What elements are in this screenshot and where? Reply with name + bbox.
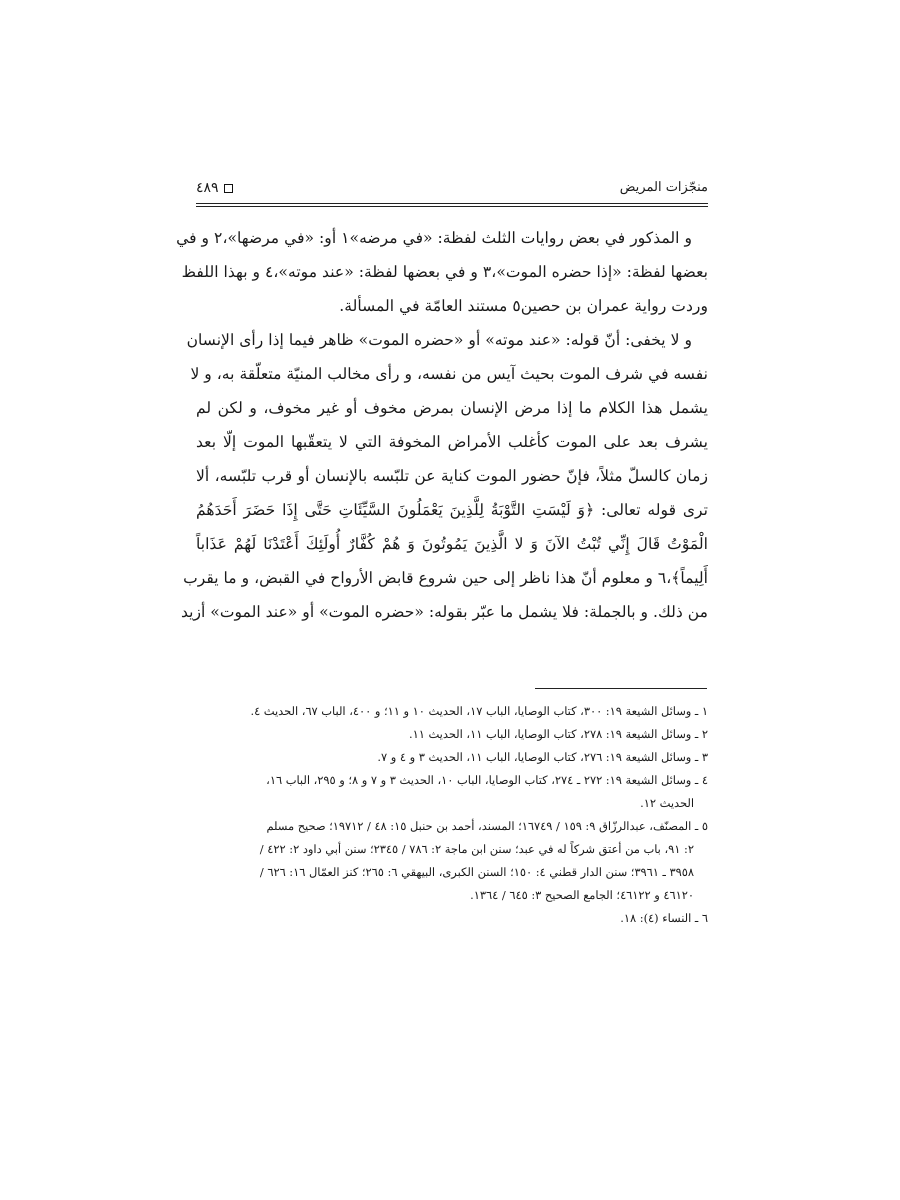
body-line: يشرف بعد على الموت كأغلب الأمراض المخوفة التي لا يتعقّبها الموت إلّا بعد [196,433,708,451]
body-line: زمان كالسلّ مثلاً، فإنّ حضور الموت كناية عن تلبّسه بالإنسان أو قرب تلبّسه، ألا [196,467,708,485]
quran-verse-line: الْمَوْتُ قَالَ إِنِّي تُبْتُ الآنَ وَ لا الَّذِينَ يَمُوتُونَ وَ هُمْ كُفَّارٌ أُولَئِكَ أَعْتَدْنَا لَهُمْ عَذَاباً [196,535,708,553]
footnote: ٥ ـ المصنّف، عبدالرزّاق ٩: ١٥٩ / ١٦٧٤٩؛ المسند، أحمد بن حنبل ١٥: ٤٨ / ١٩٧١٢؛ صحيح مسلم [266,819,708,833]
body-line: بعضها لفظة: «إذا حضره الموت»،٣ و في بعضها لفظة: «عند موته»،٤ و بهذا اللفظ [181,263,708,281]
body-line: و لا يخفى: أنّ قوله: «عند موته» أو «حضره الموت» ظاهر فيما إذا رأى الإنسان [186,331,692,349]
body-line: نفسه في شرف الموت بحيث آيس من نفسه، و رأى مخالب المنيّة متعلّقة به، و لا [190,365,708,383]
footnote-continuation: الحديث ١٢. [640,796,694,810]
running-header [196,178,708,200]
header-rule [196,203,708,204]
footnote: ٢ ـ وسائل الشيعة ١٩: ٢٧٨، كتاب الوصايا، الباب ١١، الحديث ١١. [408,727,708,741]
body-line: وردت رواية عمران بن حصين٥ مستند العامّة في المسألة. [339,297,708,315]
header-title: منجّزات المريض [619,180,708,195]
page-number: ٤٨٩ [196,180,219,196]
footnote-continuation: ٣٩٥٨ ـ ٣٩٦١؛ سنن الدار قطني ٤: ١٥٠؛ السنن الكبرى، البيهقي ٦: ٢٦٥؛ كنز العمّال ١٦: ٦٢٦ / [259,865,694,879]
page-number-group [196,178,233,198]
footnote: ٦ ـ النساء (٤): ١٨. [620,911,708,925]
body-line: و المذكور في بعض روايات الثلث لفظة: «في مرضه»١ أو: «في مرضها»،٢ و في [176,229,692,247]
footnote: ٣ ـ وسائل الشيعة ١٩: ٢٧٦، كتاب الوصايا، الباب ١١، الحديث ٣ و ٤ و ٧. [377,750,708,764]
header-rule-thin [196,206,708,207]
body-line: أَلِيماً﴾،٦ و معلوم أنّ هذا ناظر إلى حين شروع قابض الأرواح في القبض، و ما يقرب [183,569,708,587]
square-icon [224,184,233,193]
body-line: من ذلك. و بالجملة: فلا يشمل ما عبّر بقوله: «حضره الموت» أو «عند الموت» أزيد [180,603,708,621]
quran-verse-line: ترى قوله تعالى: ﴿وَ لَيْسَتِ التَّوْبَةُ لِلَّذِينَ يَعْمَلُونَ السَّيِّئَاتِ حَتَّى إِذَا حَضَرَ أَحَدَهُمُ [196,501,708,519]
footnote-continuation: ٢: ٩١، باب من أعتق شركاً له في عبد؛ سنن ابن ماجة ٢: ٧٨٦ / ٢٣٤٥؛ سنن أبي داود ٢: ٤٢٢ / [259,842,694,856]
footnote: ٤ ـ وسائل الشيعة ١٩: ٢٧٢ ـ ٢٧٤، كتاب الوصايا، الباب ١٠، الحديث ٣ و ٧ و ٨؛ و ٢٩٥، الباب ١٦، [266,773,708,787]
body-line: يشمل هذا الكلام ما إذا مرض الإنسان بمرض مخوف أو غير مخوف، و لكن لم [196,399,708,417]
body-text [176,221,708,629]
footnote-separator [535,688,707,689]
footnote-continuation: ٤٦١٢٠ و ٤٦١٢٢؛ الجامع الصحيح ٣: ٦٤٥ / ١٣٦٤. [470,888,694,902]
footnote: ١ ـ وسائل الشيعة ١٩: ٣٠٠، كتاب الوصايا، الباب ١٧، الحديث ١٠ و ١١؛ و ٤٠٠، الباب ٦٧، الحديث ٤. [250,704,708,718]
footnotes [196,700,708,930]
